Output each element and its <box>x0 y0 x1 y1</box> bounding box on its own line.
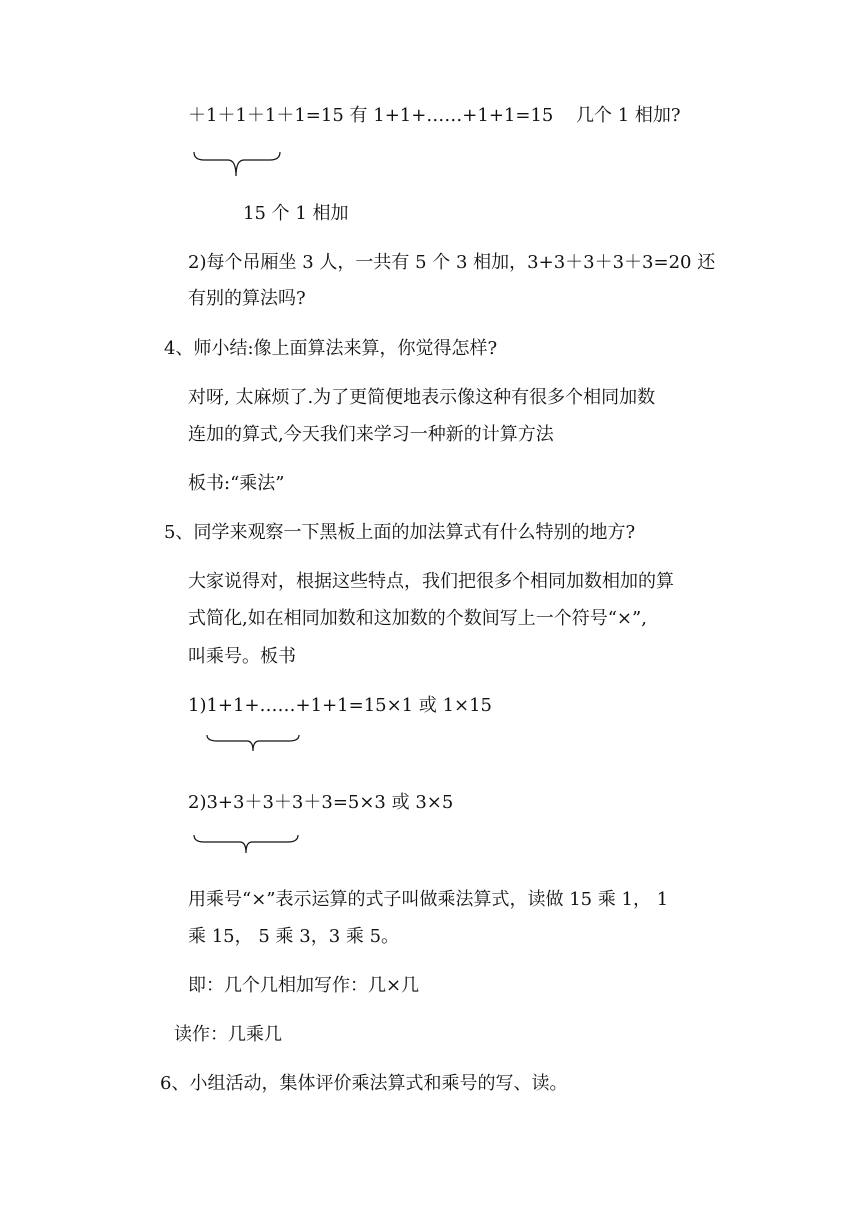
paragraph-5-line-1: 大家说得对，根据这些特点，我们把很多个相同加数相加的算 <box>188 571 674 592</box>
heading-6: 6、小组活动，集体评价乘法算式和乘号的写、读。 <box>160 1073 568 1094</box>
paragraph-6-line-2: 乘 15， 5 乘 3，3 乘 5。 <box>188 926 400 947</box>
paragraph-2-line-1: 2)每个吊厢坐 3 人，一共有 5 个 3 相加，3+3＋3＋3＋3=20 还 <box>188 252 716 273</box>
equation-example-1: 1)1+1+……+1+1=15×1 或 1×15 <box>188 695 493 716</box>
heading-5: 5、同学来观察一下黑板上面的加法算式有什么特别的地方? <box>164 522 636 543</box>
rule-reading: 读作：几乘几 <box>174 1024 282 1045</box>
paragraph-5-line-3: 叫乘号。板书 <box>188 646 296 667</box>
board-note-multiplication: 板书:“乘法” <box>188 473 285 494</box>
paragraph-5-line-2: 式简化,如在相同加数和这加数的个数间写上一个符号“×”, <box>188 608 647 629</box>
paragraph-2-line-2: 有别的算法吗? <box>188 288 306 309</box>
underbrace-1 <box>192 150 282 180</box>
paragraph-4-line-1: 对呀, 太麻烦了.为了更简便地表示像这种有很多个相同加数 <box>188 387 656 408</box>
question-how-many-ones: 几个 1 相加? <box>576 105 681 126</box>
rule-writing: 即：几个几相加写作：几×几 <box>188 975 420 996</box>
heading-4: 4、师小结:像上面算法来算，你觉得怎样? <box>164 338 498 359</box>
paragraph-4-line-2: 连加的算式,今天我们来学习一种新的计算方法 <box>188 424 554 445</box>
equation-example-2: 2)3+3＋3＋3＋3=5×3 或 3×5 <box>188 792 454 813</box>
brace-label-15-ones: 15 个 1 相加 <box>243 203 349 224</box>
equation-line-1: ＋1＋1＋1＋1=15 有 1+1+……+1+1=15 <box>188 105 554 126</box>
paragraph-6-line-1: 用乘号“×”表示运算的式子叫做乘法算式，读做 15 乘 1， 1 <box>188 889 669 910</box>
underbrace-2 <box>205 733 301 753</box>
underbrace-3 <box>192 833 302 855</box>
